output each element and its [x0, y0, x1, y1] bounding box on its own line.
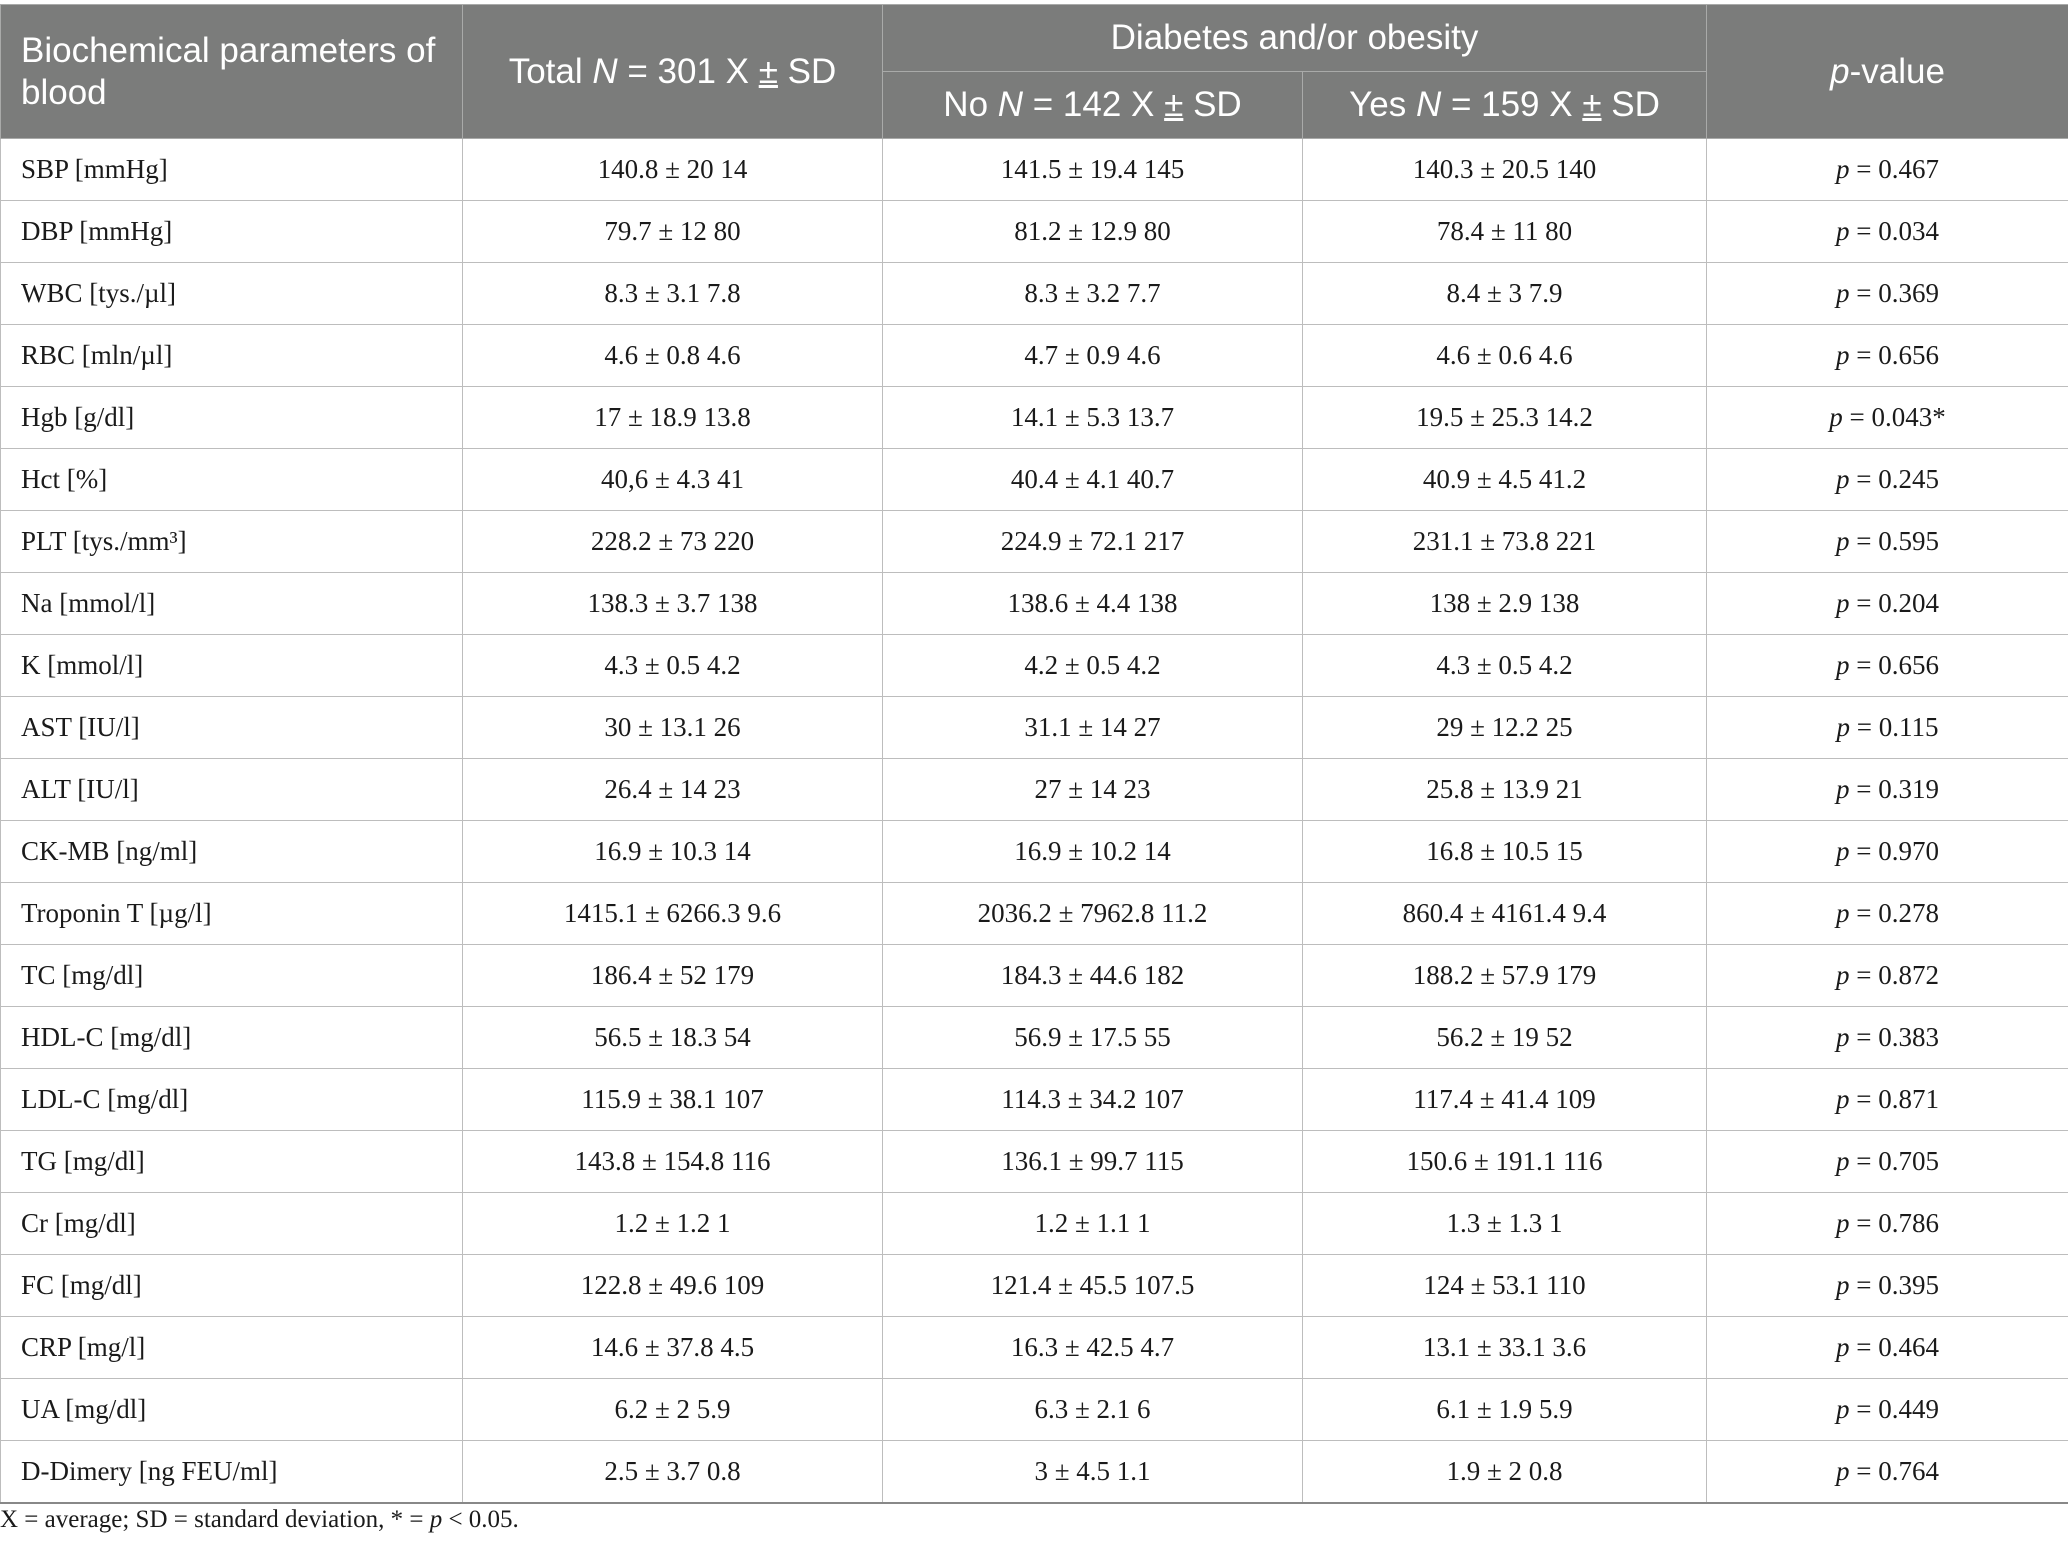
- yes-group-value-cell: 150.6 ± 191.1 116: [1303, 1131, 1707, 1193]
- p-value-cell: [1707, 1131, 2068, 1193]
- table-row: [1, 263, 2068, 325]
- yes-group-value-cell: 140.3 ± 20.5 140: [1303, 139, 1707, 201]
- total-value-cell: 6.2 ± 2 5.9: [463, 1379, 883, 1441]
- table-row: [1, 1131, 2068, 1193]
- p-label: p: [1836, 1456, 1850, 1486]
- p-number: = 0.786: [1849, 1208, 1939, 1238]
- table-body: [1, 139, 2068, 1504]
- yes-group-value-cell: 78.4 ± 11 80: [1303, 201, 1707, 263]
- parameter-name-cell: PLT [tys./mm³]: [1, 511, 463, 573]
- no-group-value-cell: 31.1 ± 14 27: [883, 697, 1303, 759]
- total-value-cell: 30 ± 13.1 26: [463, 697, 883, 759]
- data-table-container: [0, 4, 2068, 1504]
- yes-group-value-cell: 188.2 ± 57.9 179: [1303, 945, 1707, 1007]
- no-group-value-cell: 184.3 ± 44.6 182: [883, 945, 1303, 1007]
- no-group-value-cell: 40.4 ± 4.1 40.7: [883, 449, 1303, 511]
- no-group-value-cell: 114.3 ± 34.2 107: [883, 1069, 1303, 1131]
- total-value-cell: 1.2 ± 1.2 1: [463, 1193, 883, 1255]
- p-number: = 0.595: [1849, 526, 1939, 556]
- p-value-cell: [1707, 1007, 2068, 1069]
- header-parameters: Biochemical parameters of blood: [1, 5, 463, 139]
- total-value-cell: 122.8 ± 49.6 109: [463, 1255, 883, 1317]
- yes-group-value-cell: 25.8 ± 13.9 21: [1303, 759, 1707, 821]
- p-label: p: [1836, 836, 1850, 866]
- parameter-name-cell: FC [mg/dl]: [1, 1255, 463, 1317]
- yes-group-value-cell: 1.3 ± 1.3 1: [1303, 1193, 1707, 1255]
- yes-group-value-cell: 1.9 ± 2 0.8: [1303, 1441, 1707, 1504]
- p-value-cell: [1707, 573, 2068, 635]
- parameter-name-cell: CRP [mg/l]: [1, 1317, 463, 1379]
- p-label: p: [1836, 650, 1850, 680]
- parameter-name-cell: RBC [mln/µl]: [1, 325, 463, 387]
- p-value-cell: [1707, 1193, 2068, 1255]
- p-value-cell: [1707, 883, 2068, 945]
- no-group-value-cell: 8.3 ± 3.2 7.7: [883, 263, 1303, 325]
- table-row: [1, 1255, 2068, 1317]
- p-label: p: [1836, 340, 1850, 370]
- p-number: = 0.034: [1849, 216, 1939, 246]
- p-value-cell: [1707, 697, 2068, 759]
- p-label: p: [1836, 1022, 1850, 1052]
- p-number: = 0.467: [1849, 154, 1939, 184]
- p-value-cell: [1707, 449, 2068, 511]
- p-number: = 0.871: [1849, 1084, 1939, 1114]
- p-value-cell: [1707, 759, 2068, 821]
- no-group-value-cell: 4.7 ± 0.9 4.6: [883, 325, 1303, 387]
- no-group-value-cell: 2036.2 ± 7962.8 11.2: [883, 883, 1303, 945]
- parameter-name-cell: TG [mg/dl]: [1, 1131, 463, 1193]
- p-number: = 0.383: [1849, 1022, 1939, 1052]
- p-number: = 0.764: [1849, 1456, 1939, 1486]
- table-row: [1, 387, 2068, 449]
- total-value-cell: 138.3 ± 3.7 138: [463, 573, 883, 635]
- total-value-cell: 4.6 ± 0.8 4.6: [463, 325, 883, 387]
- p-number: = 0.705: [1849, 1146, 1939, 1176]
- yes-group-value-cell: 8.4 ± 3 7.9: [1303, 263, 1707, 325]
- table-row: [1, 945, 2068, 1007]
- no-group-value-cell: 1.2 ± 1.1 1: [883, 1193, 1303, 1255]
- p-number: = 0.043*: [1842, 402, 1946, 432]
- no-group-value-cell: 16.9 ± 10.2 14: [883, 821, 1303, 883]
- yes-group-value-cell: 6.1 ± 1.9 5.9: [1303, 1379, 1707, 1441]
- total-value-cell: 40,6 ± 4.3 41: [463, 449, 883, 511]
- parameter-name-cell: WBC [tys./µl]: [1, 263, 463, 325]
- no-group-value-cell: 138.6 ± 4.4 138: [883, 573, 1303, 635]
- p-value-cell: [1707, 1069, 2068, 1131]
- p-label: p: [1836, 1146, 1850, 1176]
- no-group-value-cell: 14.1 ± 5.3 13.7: [883, 387, 1303, 449]
- p-label: p: [1836, 1270, 1850, 1300]
- parameter-name-cell: Troponin T [µg/l]: [1, 883, 463, 945]
- no-group-value-cell: 27 ± 14 23: [883, 759, 1303, 821]
- yes-group-value-cell: 124 ± 53.1 110: [1303, 1255, 1707, 1317]
- parameter-name-cell: ALT [IU/l]: [1, 759, 463, 821]
- table-row: [1, 1441, 2068, 1504]
- p-label: p: [1836, 588, 1850, 618]
- p-number: = 0.464: [1849, 1332, 1939, 1362]
- p-label: p: [1836, 154, 1850, 184]
- yes-group-value-cell: 117.4 ± 41.4 109: [1303, 1069, 1707, 1131]
- yes-group-value-cell: 4.3 ± 0.5 4.2: [1303, 635, 1707, 697]
- yes-group-value-cell: 138 ± 2.9 138: [1303, 573, 1707, 635]
- total-value-cell: 56.5 ± 18.3 54: [463, 1007, 883, 1069]
- parameter-name-cell: CK-MB [ng/ml]: [1, 821, 463, 883]
- p-number: = 0.872: [1849, 960, 1939, 990]
- total-value-cell: 8.3 ± 3.1 7.8: [463, 263, 883, 325]
- p-number: = 0.245: [1849, 464, 1939, 494]
- no-group-value-cell: 4.2 ± 0.5 4.2: [883, 635, 1303, 697]
- total-value-cell: 4.3 ± 0.5 4.2: [463, 635, 883, 697]
- p-number: = 0.369: [1849, 278, 1939, 308]
- parameter-name-cell: Na [mmol/l]: [1, 573, 463, 635]
- no-group-value-cell: 141.5 ± 19.4 145: [883, 139, 1303, 201]
- no-group-value-cell: 81.2 ± 12.9 80: [883, 201, 1303, 263]
- total-value-cell: 16.9 ± 10.3 14: [463, 821, 883, 883]
- table-row: [1, 511, 2068, 573]
- p-number: = 0.278: [1849, 898, 1939, 928]
- table-row: [1, 1007, 2068, 1069]
- total-value-cell: 17 ± 18.9 13.8: [463, 387, 883, 449]
- p-value-cell: [1707, 945, 2068, 1007]
- table-row: [1, 635, 2068, 697]
- no-group-value-cell: 224.9 ± 72.1 217: [883, 511, 1303, 573]
- p-label: p: [1836, 1084, 1850, 1114]
- total-value-cell: 79.7 ± 12 80: [463, 201, 883, 263]
- no-group-value-cell: 3 ± 4.5 1.1: [883, 1441, 1303, 1504]
- total-value-cell: 143.8 ± 154.8 116: [463, 1131, 883, 1193]
- table-row: [1, 449, 2068, 511]
- header-total: Total N = 301 X ± SD: [463, 5, 883, 139]
- table-row: [1, 1193, 2068, 1255]
- p-value-cell: [1707, 511, 2068, 573]
- yes-group-value-cell: 29 ± 12.2 25: [1303, 697, 1707, 759]
- total-value-cell: 14.6 ± 37.8 4.5: [463, 1317, 883, 1379]
- p-label: p: [1836, 278, 1850, 308]
- p-number: = 0.395: [1849, 1270, 1939, 1300]
- p-value-cell: [1707, 1317, 2068, 1379]
- table-row: [1, 139, 2068, 201]
- table-row: [1, 573, 2068, 635]
- table-row: [1, 1069, 2068, 1131]
- p-number: = 0.656: [1849, 650, 1939, 680]
- p-value-cell: [1707, 325, 2068, 387]
- yes-group-value-cell: 56.2 ± 19 52: [1303, 1007, 1707, 1069]
- parameter-name-cell: K [mmol/l]: [1, 635, 463, 697]
- table-row: [1, 821, 2068, 883]
- table-row: [1, 883, 2068, 945]
- total-value-cell: 26.4 ± 14 23: [463, 759, 883, 821]
- header-p-value: p-value: [1707, 5, 2068, 139]
- total-value-cell: 140.8 ± 20 14: [463, 139, 883, 201]
- parameter-name-cell: SBP [mmHg]: [1, 139, 463, 201]
- parameter-name-cell: AST [IU/l]: [1, 697, 463, 759]
- p-label: p: [1836, 1394, 1850, 1424]
- parameter-name-cell: D-Dimery [ng FEU/ml]: [1, 1441, 463, 1504]
- yes-group-value-cell: 4.6 ± 0.6 4.6: [1303, 325, 1707, 387]
- p-value-cell: [1707, 635, 2068, 697]
- p-label: p: [1836, 526, 1850, 556]
- parameter-name-cell: DBP [mmHg]: [1, 201, 463, 263]
- parameter-name-cell: Hgb [g/dl]: [1, 387, 463, 449]
- table-row: [1, 1317, 2068, 1379]
- p-number: = 0.449: [1849, 1394, 1939, 1424]
- p-label: p: [1836, 464, 1850, 494]
- header-diabetes-obesity: Diabetes and/or obesity: [883, 5, 1707, 72]
- p-number: = 0.970: [1849, 836, 1939, 866]
- yes-group-value-cell: 231.1 ± 73.8 221: [1303, 511, 1707, 573]
- table-row: [1, 697, 2068, 759]
- header-yes: Yes N = 159 X ± SD: [1303, 72, 1707, 139]
- parameter-name-cell: LDL-C [mg/dl]: [1, 1069, 463, 1131]
- parameter-name-cell: UA [mg/dl]: [1, 1379, 463, 1441]
- p-number: = 0.115: [1850, 712, 1939, 742]
- table-row: [1, 201, 2068, 263]
- yes-group-value-cell: 13.1 ± 33.1 3.6: [1303, 1317, 1707, 1379]
- total-value-cell: 186.4 ± 52 179: [463, 945, 883, 1007]
- parameter-name-cell: TC [mg/dl]: [1, 945, 463, 1007]
- total-value-cell: 2.5 ± 3.7 0.8: [463, 1441, 883, 1504]
- p-number: = 0.319: [1849, 774, 1939, 804]
- p-label: p: [1836, 898, 1850, 928]
- p-label: p: [1836, 960, 1850, 990]
- total-value-cell: 1415.1 ± 6266.3 9.6: [463, 883, 883, 945]
- no-group-value-cell: 16.3 ± 42.5 4.7: [883, 1317, 1303, 1379]
- yes-group-value-cell: 16.8 ± 10.5 15: [1303, 821, 1707, 883]
- p-number: = 0.656: [1849, 340, 1939, 370]
- p-value-cell: [1707, 263, 2068, 325]
- parameter-name-cell: Cr [mg/dl]: [1, 1193, 463, 1255]
- yes-group-value-cell: 40.9 ± 4.5 41.2: [1303, 449, 1707, 511]
- p-value-cell: [1707, 201, 2068, 263]
- p-value-cell: [1707, 1255, 2068, 1317]
- no-group-value-cell: 136.1 ± 99.7 115: [883, 1131, 1303, 1193]
- table-row: [1, 325, 2068, 387]
- no-group-value-cell: 6.3 ± 2.1 6: [883, 1379, 1303, 1441]
- p-value-cell: [1707, 139, 2068, 201]
- yes-group-value-cell: 19.5 ± 25.3 14.2: [1303, 387, 1707, 449]
- p-value-cell: [1707, 1441, 2068, 1504]
- p-value-cell: [1707, 1379, 2068, 1441]
- p-value-cell: [1707, 821, 2068, 883]
- header-no: No N = 142 X ± SD: [883, 72, 1303, 139]
- table-footnote: X = average; SD = standard deviation, * = p < 0.05.: [0, 1506, 519, 1533]
- p-label: p: [1836, 216, 1850, 246]
- no-group-value-cell: 56.9 ± 17.5 55: [883, 1007, 1303, 1069]
- table-row: [1, 759, 2068, 821]
- parameter-name-cell: HDL-C [mg/dl]: [1, 1007, 463, 1069]
- p-number: = 0.204: [1849, 588, 1939, 618]
- p-label: p: [1836, 1208, 1850, 1238]
- biochemical-parameters-table: [0, 4, 2068, 1504]
- p-value-cell: [1707, 387, 2068, 449]
- total-value-cell: 115.9 ± 38.1 107: [463, 1069, 883, 1131]
- total-value-cell: 228.2 ± 73 220: [463, 511, 883, 573]
- p-label: p: [1836, 712, 1851, 742]
- p-label: p: [1836, 774, 1850, 804]
- table-row: [1, 1379, 2068, 1441]
- p-label: p: [1836, 1332, 1850, 1362]
- parameter-name-cell: Hct [%]: [1, 449, 463, 511]
- table-header: [1, 5, 2068, 139]
- p-label: p: [1829, 402, 1843, 432]
- no-group-value-cell: 121.4 ± 45.5 107.5: [883, 1255, 1303, 1317]
- yes-group-value-cell: 860.4 ± 4161.4 9.4: [1303, 883, 1707, 945]
